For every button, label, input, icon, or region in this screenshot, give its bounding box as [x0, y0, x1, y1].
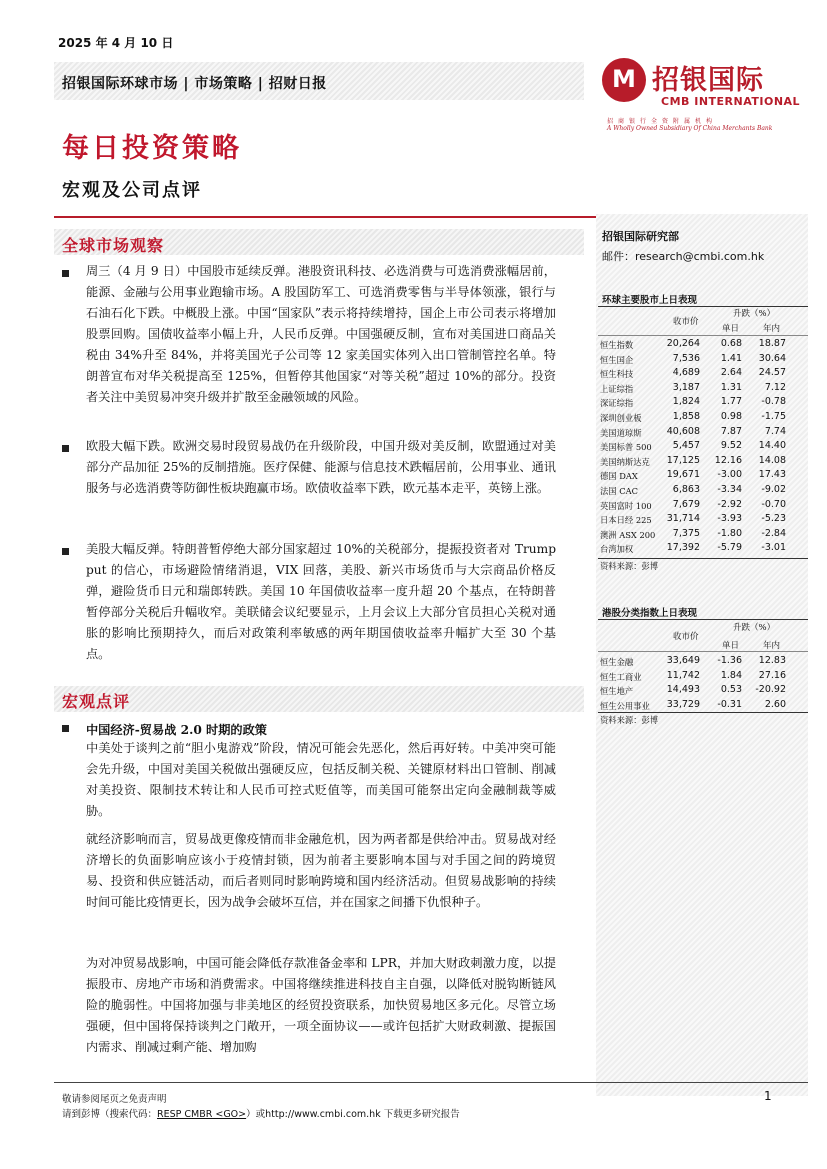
- table-cell-day: -1.80: [717, 527, 742, 539]
- table-top-rule: [598, 306, 808, 307]
- table-row-name: 美国标普 500: [600, 442, 652, 453]
- table-cell-ytd: 7.12: [764, 381, 786, 393]
- global-paragraph-1: 周三（4 月 9 日）中国股市延续反弹。港股资讯科技、必选消费与可选消费涨幅居前，能源、金融与公用事业跑输市场。A 股国防军工、可选消费零售与半导体领涨，银行与石油石化下跌。中概股上涨。中国“国家队”表示将持续增持，国企上市公司表示将增加股票回购。国债收益率小幅上升，人民币反弹。中国强硬反制，宣布对美国进口商品关税由 34%升至 84%，并将美国光子公司等 12 家美国实体列入出口管制管控名单。特朗普宣布对华关税提高至 125%，但暂停其他国家“对等关税”超过 10%的部分。投资者关注中美贸易冲突升级并扩散至金融领域的风险。: [86, 264, 556, 404]
- table-cell-price: 20,264: [666, 338, 700, 349]
- table-row-name: 恒生国企: [600, 354, 634, 365]
- table-cell-ytd: -9.02: [761, 484, 786, 495]
- table-cell-price: 7,679: [672, 498, 700, 510]
- table-cell-price: 4,689: [672, 367, 700, 379]
- table-header-day: 单日: [722, 324, 740, 334]
- cmbi-logo-icon: M: [602, 58, 646, 102]
- table-cell-day: -3.34: [717, 484, 742, 495]
- table-cell-ytd: -0.78: [761, 396, 786, 408]
- title-divider: [54, 216, 596, 218]
- table-row-name: 深圳创业板: [600, 413, 642, 423]
- table-cell-ytd: 14.40: [758, 440, 786, 452]
- table-cell-day: 7.87: [720, 425, 742, 437]
- table-cell-ytd: 18.87: [758, 338, 786, 349]
- table-header-change: 升跌（%）: [733, 623, 776, 633]
- footer-links: [62, 1106, 460, 1120]
- table-title-global-markets: 环球主要股市上日表现: [602, 295, 698, 306]
- table-cell-day: -0.31: [717, 698, 742, 710]
- section-heading-global: 全球市场观察: [62, 236, 165, 255]
- table-cell-ytd: -3.01: [761, 542, 786, 554]
- table-cell-price: 31,714: [666, 513, 700, 525]
- macro-paragraph-2: 就经济影响而言，贸易战更像疫情而非金融危机，因为两者都是供给冲击。贸易战对经济增长的负面影响应该小于疫情封锁，因为前者主要影响本国与对手国之间的跨境贸易、投资和供应链活动，而后者则同时影响跨境和国内经济活动。但贸易战影响的持续时间可能比疫情更长，因为战争会破坏互信，并在国家之间播下仇恨种子。: [86, 832, 556, 909]
- bloomberg-code-link[interactable]: RESP CMBR <GO>: [157, 1109, 247, 1120]
- table-cell-day: 1.31: [720, 381, 742, 393]
- table-cell-day: 1.41: [720, 352, 742, 364]
- table-header-price: 收市价: [673, 317, 699, 327]
- page-title: 每日投资策略: [62, 133, 242, 164]
- table-bottom-rule: [598, 558, 808, 559]
- table-cell-ytd: 27.16: [758, 669, 786, 681]
- table-title-hk-sectors: 港股分类指数上日表现: [602, 608, 698, 619]
- table-cell-price: 1,858: [672, 411, 700, 422]
- table-cell-price: 14,493: [666, 684, 700, 695]
- table-header-rule: [598, 651, 808, 652]
- report-date: 2025 年 4 月 10 日: [58, 36, 174, 50]
- macro-paragraph-3: 为对冲贸易战影响，中国可能会降低存款准备金率和 LPR，并加大财政刺激力度，以提振股市、房地产市场和消费需求。中国将继续推进科技自主自强，以降低对脱钩断链风险的脆弱性。中国将加强与非美地区的经贸投资联系，加快贸易地区多元化。尽管立场强硬，但中国将保持谈判之门敞开，一项全面协议——或许包括扩大财政刺激、提振国内需求、削减过剩产能、增加购: [86, 956, 556, 1054]
- table-row-name: 恒生科技: [600, 369, 634, 380]
- footer-text-c: 下载更多研究报告: [380, 1109, 460, 1120]
- table-row-name: 恒生工商业: [600, 671, 642, 682]
- table-cell-ytd: 30.64: [758, 352, 786, 364]
- table-cell-ytd: -0.70: [761, 498, 786, 510]
- table-cell-ytd: -1.75: [761, 411, 786, 422]
- table-row-name: 美国道琼斯: [600, 427, 642, 438]
- table-header-day: 单日: [722, 641, 740, 651]
- table-cell-price: 1,824: [672, 396, 700, 408]
- table-cell-price: 17,125: [666, 454, 700, 466]
- table-cell-day: 0.68: [720, 338, 742, 349]
- table-cell-ytd: 7.74: [764, 425, 786, 437]
- logo-subtitle-cn: 招商银行全资附属机构: [607, 118, 718, 125]
- table-cell-day: -3.93: [717, 513, 742, 525]
- table-cell-day: 0.53: [720, 684, 742, 695]
- website-link[interactable]: http://www.cmbi.com.hk: [265, 1109, 381, 1120]
- table-cell-price: 33,649: [666, 655, 700, 666]
- table-row-name: 恒生公用事业: [600, 700, 650, 711]
- section-heading-macro: 宏观点评: [62, 692, 131, 711]
- table-cell-day: 12.16: [714, 454, 742, 466]
- table-cell-day: -5.79: [717, 542, 742, 554]
- table-cell-day: 0.98: [720, 411, 742, 422]
- table-source-1: 资料来源：彭博: [600, 561, 659, 571]
- table-cell-price: 6,863: [672, 484, 700, 495]
- table-row-name: 法国 CAC: [600, 486, 638, 496]
- global-paragraph-2: 欧股大幅下跌。欧洲交易时段贸易战仍在升级阶段，中国升级对美反制，欧盟通过对美部分产品加征 25%的反制措施。医疗保健、能源与信息技术跌幅居前，公用事业、通讯服务与必选消费等防御性板块跑赢市场。欧债收益率下跌，欧元基本走平，英镑上涨。: [86, 439, 556, 495]
- table-cell-price: 40,608: [666, 425, 700, 437]
- table-cell-price: 7,375: [672, 527, 700, 539]
- table-header-ytd: 年内: [763, 641, 781, 651]
- logo-english-name: CMB INTERNATIONAL: [661, 95, 801, 108]
- table-cell-day: 1.77: [720, 396, 742, 408]
- footer-divider: [54, 1082, 808, 1083]
- logo-subtitle-en: A Wholly Owned Subsidiary Of China Merchants Bank: [607, 125, 773, 132]
- research-email[interactable]: 邮件：research@cmbi.com.hk: [602, 250, 765, 263]
- table-cell-ytd: -20.92: [755, 684, 786, 695]
- macro-subheading: 中国经济-贸易战 2.0 时期的政策: [86, 723, 267, 737]
- table-cell-ytd: 14.08: [758, 454, 786, 466]
- table-cell-price: 19,671: [666, 469, 700, 481]
- table-cell-price: 5,457: [672, 440, 700, 452]
- table-row-name: 恒生地产: [600, 686, 634, 696]
- footer-text-a: 请到彭博（搜索代码：: [62, 1109, 158, 1120]
- table-cell-ytd: 24.57: [758, 367, 786, 379]
- table-cell-ytd: -2.84: [761, 527, 786, 539]
- table-cell-ytd: -5.23: [761, 513, 786, 525]
- table-row-name: 恒生指数: [600, 340, 634, 350]
- table-source-2: 资料来源：彭博: [600, 715, 659, 725]
- table-header-rule: [598, 335, 808, 336]
- header-breadcrumb: 招银国际环球市场 | 市场策略 | 招财日报: [62, 76, 327, 92]
- table-row-name: 上证综指: [600, 383, 634, 394]
- footer-text-b: ）或: [246, 1109, 266, 1120]
- table-cell-day: 2.64: [720, 367, 742, 379]
- footer-disclaimer: 敬请参阅尾页之免责声明: [62, 1094, 167, 1105]
- table-row-name: 英国富时 100: [600, 500, 652, 511]
- table-cell-day: -3.00: [717, 469, 742, 481]
- bullet-icon: [62, 548, 69, 555]
- table-cell-day: -2.92: [717, 498, 742, 510]
- table-bottom-rule: [598, 712, 808, 713]
- table-row-name: 澳洲 ASX 200: [600, 529, 656, 540]
- table-cell-day: -1.36: [717, 655, 742, 666]
- table-cell-price: 3,187: [672, 381, 700, 393]
- bullet-icon: [62, 445, 69, 452]
- table-cell-price: 33,729: [666, 698, 700, 710]
- table-cell-ytd: 17.43: [758, 469, 786, 481]
- page-subtitle: 宏观及公司点评: [62, 180, 202, 201]
- table-row-name: 台湾加权: [600, 544, 634, 555]
- table-header-price: 收市价: [673, 632, 699, 642]
- table-cell-price: 7,536: [672, 352, 700, 364]
- research-team-name: 招银国际研究部: [602, 230, 679, 243]
- table-header-change: 升跌（%）: [733, 309, 776, 319]
- page-number: 1: [764, 1089, 772, 1103]
- table-header-ytd: 年内: [763, 324, 781, 334]
- bullet-icon: [62, 270, 69, 277]
- table-cell-ytd: 2.60: [764, 698, 786, 710]
- table-row-name: 深证综指: [600, 398, 634, 409]
- global-paragraph-3: 美股大幅反弹。特朗普暂停绝大部分国家超过 10%的关税部分，提振投资者对 Trump put 的信心，市场避险情绪消退，VIX 回落，美股、新兴市场货币与大宗商品价格反弹，避险货币日元和瑞郎转跌。美国 10 年国债收益率一度升超 20 个基点，在特朗普暂停部分关税后升幅收窄。美联储会议纪要显示，上月会议上大部分官员担心关税对通胀的影响比预期持久，而后对政策利率敏感的两年期国债收益率升幅扩大至 30 个基点。: [86, 542, 556, 661]
- table-top-rule: [598, 619, 808, 620]
- table-row-name: 美国纳斯达克: [600, 456, 650, 467]
- bullet-icon: [62, 725, 69, 732]
- table-cell-price: 17,392: [666, 542, 700, 554]
- logo-chinese-name: 招银国际: [652, 65, 764, 96]
- table-cell-day: 1.84: [720, 669, 742, 681]
- table-cell-price: 11,742: [666, 669, 700, 681]
- macro-paragraph-1: 中美处于谈判之前“胆小鬼游戏”阶段，情况可能会先恶化，然后再好转。中美冲突可能会先升级，中国对美国关税做出强硬反应，包括反制关税、关键原材料出口管制、削减对美投资、限制技术转让和人民币可控式贬值等，而美国可能祭出定向金融制裁等威胁。: [86, 741, 556, 818]
- table-row-name: 德国 DAX: [600, 471, 638, 482]
- table-row-name: 日本日经 225: [600, 515, 652, 526]
- table-cell-ytd: 12.83: [758, 655, 786, 666]
- section-band-macro: [54, 686, 584, 712]
- table-row-name: 恒生金融: [600, 657, 634, 667]
- table-cell-day: 9.52: [720, 440, 742, 452]
